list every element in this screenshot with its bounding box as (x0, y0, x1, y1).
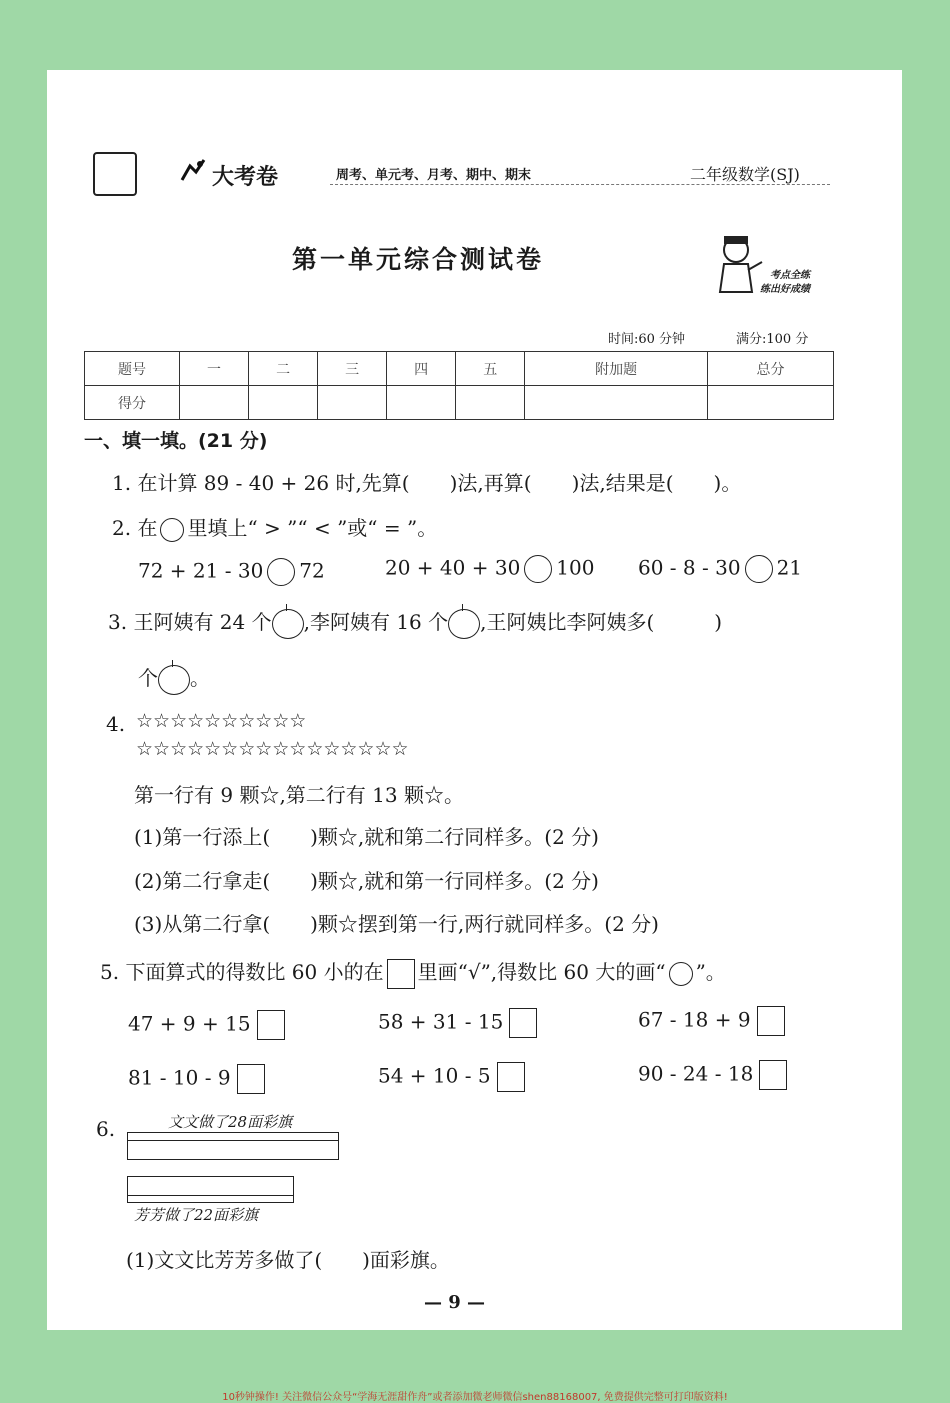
question-text: ,王阿姨比李阿姨多( ) (480, 610, 723, 634)
question-text: 5. 下面算式的得数比 60 小的在 (100, 960, 384, 984)
page-number: — 9 — (424, 1292, 486, 1313)
runner-logo-icon (178, 158, 208, 186)
grade-label: 二年级数学(SJ) (690, 165, 800, 184)
question-text: 里填上“ > ”“ < ”或“ = ”。 (187, 516, 438, 540)
expression: 47 + 9 + 15 (128, 1011, 251, 1036)
table-cell: 四 (387, 352, 456, 386)
apple-icon (272, 609, 304, 639)
circle-blank-icon (669, 962, 693, 986)
compare-item-2 (385, 555, 594, 583)
bottom-brace (127, 1194, 294, 1203)
page-corner-logo (93, 152, 137, 196)
estimate-item-3 (638, 1006, 785, 1036)
answer-box[interactable] (237, 1064, 265, 1094)
bar-label-top: 文文做了28面彩旗 (168, 1113, 293, 1131)
fangfang-bar (127, 1176, 294, 1196)
question-2-prompt (112, 512, 437, 542)
expression: 21 (776, 555, 803, 580)
score-input-cell[interactable] (249, 386, 318, 420)
score-table (84, 351, 834, 420)
answer-box[interactable] (759, 1060, 787, 1090)
score-input-cell[interactable] (525, 386, 708, 420)
table-cell: 题号 (85, 352, 180, 386)
circle-blank-icon (160, 518, 184, 542)
table-cell: 一 (180, 352, 249, 386)
answer-box[interactable] (257, 1010, 285, 1040)
exam-title: 第一单元综合测试卷 (292, 245, 545, 274)
answer-box[interactable] (497, 1062, 525, 1092)
score-input-cell[interactable] (387, 386, 456, 420)
question-1: 1. 在计算 89 - 40 + 26 时,先算( )法,再算( )法,结果是( )。 (112, 471, 742, 495)
table-cell: 附加题 (525, 352, 708, 386)
table-cell: 五 (456, 352, 525, 386)
question-5 (100, 956, 726, 989)
question-4-label: 4. (106, 712, 126, 736)
star-row-1: ☆☆☆☆☆☆☆☆☆☆ (136, 710, 307, 732)
answer-box[interactable] (509, 1008, 537, 1038)
score-input-cell[interactable] (708, 386, 834, 420)
question-4-intro: 第一行有 9 颗☆,第二行有 13 颗☆。 (134, 783, 464, 807)
score-input-cell[interactable] (456, 386, 525, 420)
score-table-score-row (85, 386, 834, 420)
question-text: 个 (138, 666, 158, 690)
apple-icon (158, 665, 190, 695)
question-3 (108, 606, 722, 639)
expression: 60 - 8 - 30 (638, 555, 741, 580)
square-blank-icon (387, 959, 415, 989)
estimate-item-6 (638, 1060, 787, 1090)
question-text: 里画“√”,得数比 60 大的画“ (417, 960, 666, 984)
header-divider (330, 184, 830, 185)
bar-label-bottom: 芳芳做了22面彩旗 (134, 1206, 259, 1224)
question-text: ”。 (695, 960, 726, 984)
answer-circle[interactable] (267, 558, 295, 586)
question-3-line2 (138, 662, 210, 695)
compare-item-1 (138, 558, 325, 586)
mascot-icon (712, 232, 766, 298)
expression: 90 - 24 - 18 (638, 1061, 754, 1086)
expression: 54 + 10 - 5 (378, 1063, 491, 1088)
table-cell: 得分 (85, 386, 180, 420)
section-heading: 一、填一填。(21 分) (84, 430, 268, 452)
expression: 72 + 21 - 30 (138, 558, 264, 583)
answer-box[interactable] (757, 1006, 785, 1036)
expression: 72 (299, 558, 325, 583)
apple-icon (448, 609, 480, 639)
question-text: 。 (190, 666, 210, 690)
score-input-cell[interactable] (180, 386, 249, 420)
exam-time: 时间:60 分钟 (608, 332, 686, 347)
expression: 67 - 18 + 9 (638, 1007, 751, 1032)
answer-circle[interactable] (524, 555, 552, 583)
question-6-sub-1: (1)文文比芳芳多做了( )面彩旗。 (126, 1248, 450, 1272)
question-4-sub-2: (2)第二行拿走( )颗☆,就和第一行同样多。(2 分) (134, 869, 599, 893)
table-cell: 总分 (708, 352, 834, 386)
question-6-label: 6. (96, 1117, 116, 1141)
question-text: ,李阿姨有 16 个 (303, 610, 449, 634)
mascot-caption-1: 考点全练 (770, 270, 810, 281)
question-text: 2. 在 (112, 516, 158, 540)
table-cell: 二 (249, 352, 318, 386)
score-table-header-row (85, 352, 834, 386)
compare-item-3 (638, 555, 802, 583)
header-subtitle: 周考、单元考、月考、期中、期末 (336, 168, 532, 183)
exam-full-score: 满分:100 分 (736, 332, 809, 347)
estimate-item-5 (378, 1062, 525, 1092)
mascot-caption-2: 练出好成绩 (760, 284, 810, 295)
table-cell: 三 (318, 352, 387, 386)
estimate-item-1 (128, 1010, 285, 1040)
estimate-item-2 (378, 1008, 537, 1038)
expression: 100 (556, 555, 595, 580)
estimate-item-4 (128, 1064, 265, 1094)
question-text: 3. 王阿姨有 24 个 (108, 610, 272, 634)
footer-note: 10秒钟操作! 关注微信公众号“学海无涯甜作舟”或者添加微老师微信shen88168007, 免费提供完整可打印版资料! (222, 1392, 728, 1403)
answer-circle[interactable] (745, 555, 773, 583)
expression: 81 - 10 - 9 (128, 1065, 231, 1090)
logo-text: 大考卷 (212, 165, 279, 190)
score-input-cell[interactable] (318, 386, 387, 420)
question-4-sub-3: (3)从第二行拿( )颗☆摆到第一行,两行就同样多。(2 分) (134, 912, 659, 936)
expression: 58 + 31 - 15 (378, 1009, 504, 1034)
wenwen-bar (127, 1140, 339, 1160)
question-4-sub-1: (1)第一行添上( )颗☆,就和第二行同样多。(2 分) (134, 825, 599, 849)
star-row-2: ☆☆☆☆☆☆☆☆☆☆☆☆☆☆☆☆ (136, 738, 409, 760)
expression: 20 + 40 + 30 (385, 555, 521, 580)
